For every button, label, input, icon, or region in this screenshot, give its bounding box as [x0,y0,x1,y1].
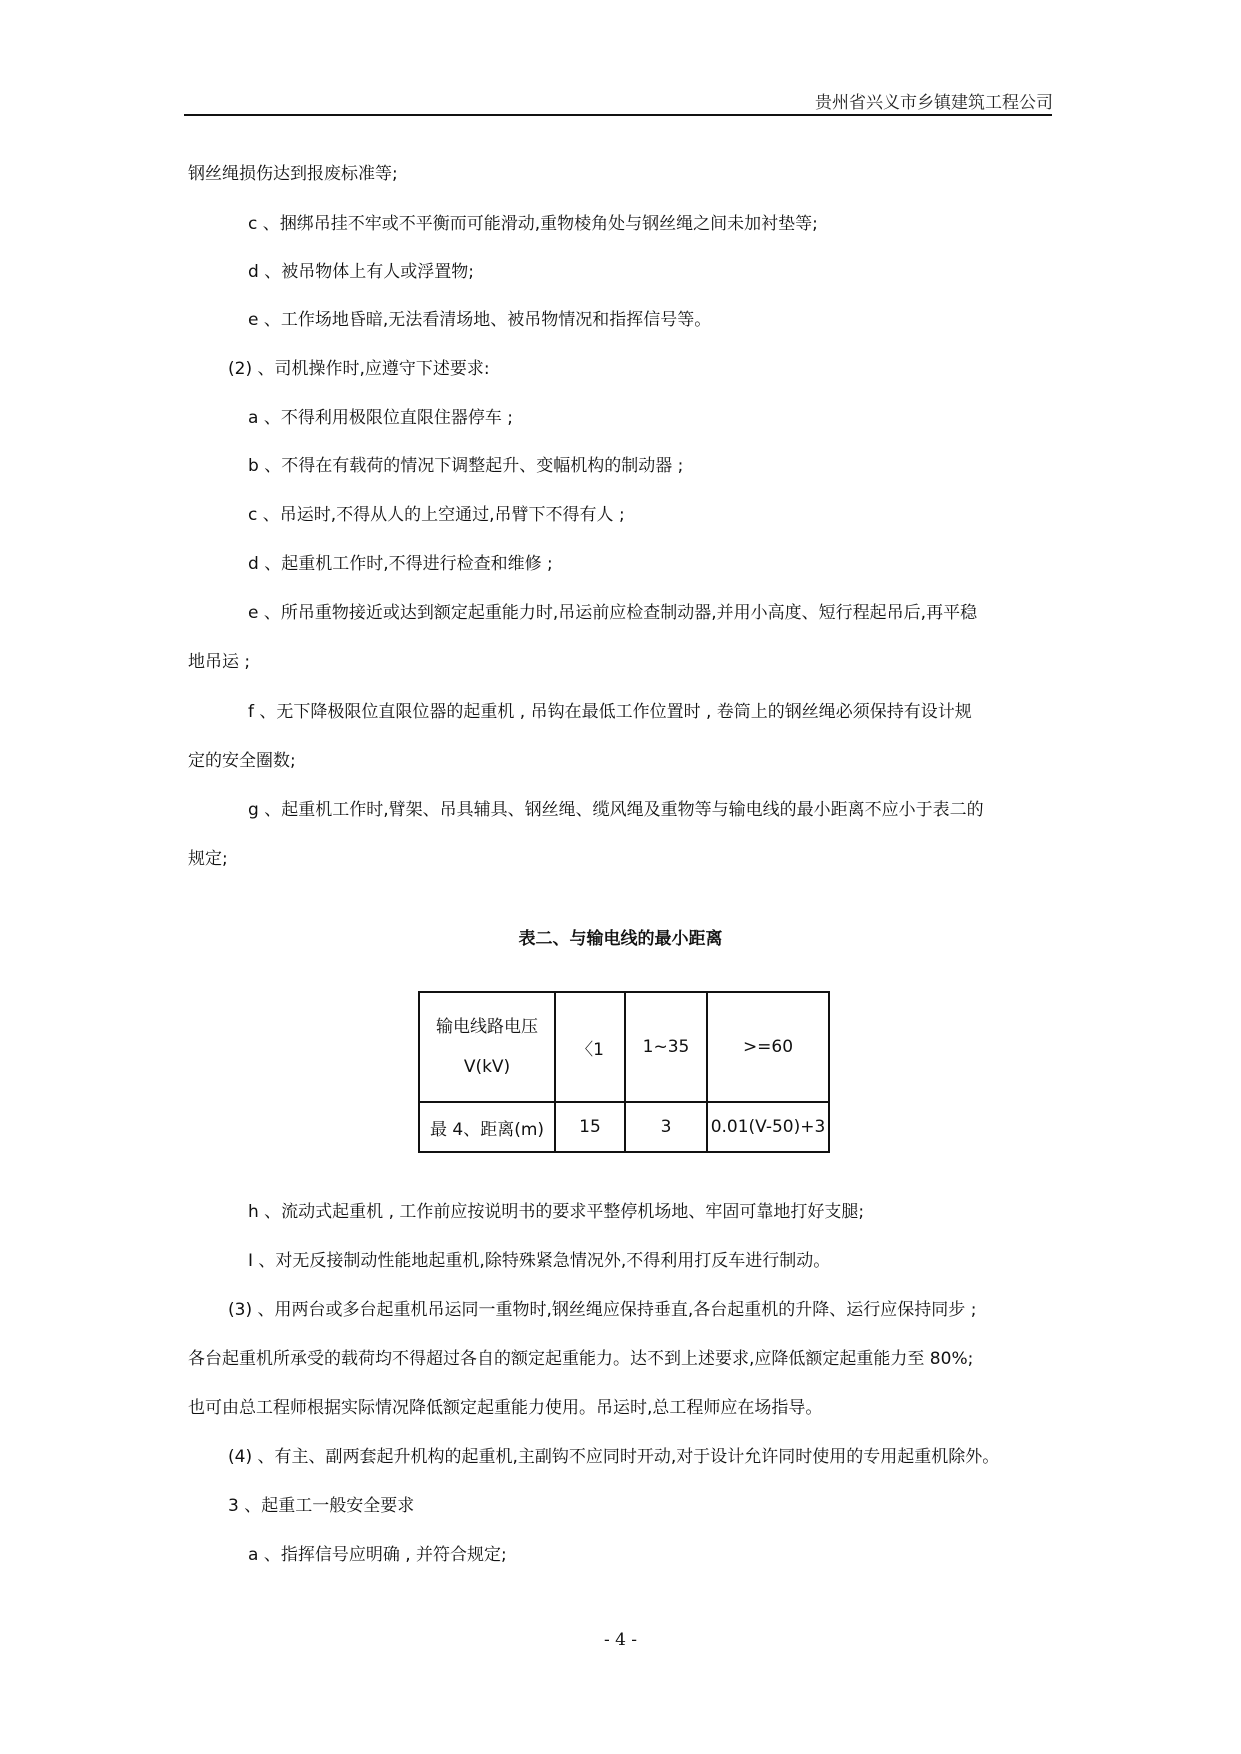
header-company-name: 贵州省兴义市乡镇建筑工程公司 [815,93,1053,113]
distance-label-cell: 最 4、距离(m) [419,1102,555,1152]
voltage-cell-1: 〈1 [555,992,625,1102]
distance-cell-2: 3 [625,1102,707,1152]
body-line: 各台起重机所承受的载荷均不得超过各自的额定起重能力。达不到上述要求,应降低额定起重能力至 80%; [188,1349,974,1369]
body-line: 钢丝绳损伤达到报废标准等; [188,164,398,184]
distance-cell-1: 15 [555,1102,625,1152]
body-line: c 、捆绑吊挂不牢或不平衡而可能滑动,重物棱角处与钢丝绳之间未加衬垫等; [248,214,818,234]
body-line: c 、吊运时,不得从人的上空通过,吊臂下不得有人 ; [248,505,625,525]
body-line: d 、被吊物体上有人或浮置物; [248,262,474,282]
table-caption: 表二、与输电线的最小距离 [518,929,723,949]
body-line: a 、指挥信号应明确 , 并符合规定; [248,1545,507,1565]
body-line: e 、所吊重物接近或达到额定起重能力时,吊运前应检查制动器,并用小高度、短行程起吊后,再平稳 [248,603,978,623]
table-header-row [419,992,829,1102]
voltage-label-line1: 输电线路电压 [436,1017,538,1037]
distance-cell-3: 0.01(V-50)+3 [707,1102,829,1152]
voltage-label-cell [419,992,555,1102]
body-line: (3) 、用两台或多台起重机吊运同一重物时,钢丝绳应保持垂直,各台起重机的升降、运行应保持同步 ; [228,1300,977,1320]
body-line: b 、不得在有载荷的情况下调整起升、变幅机构的制动器 ; [248,456,684,476]
body-line: g 、起重机工作时,臂架、吊具辅具、钢丝绳、缆风绳及重物等与输电线的最小距离不应小于表二的 [248,800,984,820]
body-line: d 、起重机工作时,不得进行检查和维修 ; [248,554,553,574]
body-line: 也可由总工程师根据实际情况降低额定起重能力使用。吊运时,总工程师应在场指导。 [188,1398,823,1418]
body-line: I 、对无反接制动性能地起重机,除特殊紧急情况外,不得利用打反车进行制动。 [248,1251,831,1271]
body-line: 地吊运 ; [188,652,251,672]
voltage-cell-3: >=60 [707,992,829,1102]
body-line: e 、工作场地昏暗,无法看清场地、被吊物情况和指挥信号等。 [248,310,712,330]
page-number: - 4 - [603,1630,638,1650]
voltage-label-line2: V(kV) [463,1057,511,1077]
body-line: 3 、起重工一般安全要求 [228,1496,415,1516]
body-line: h 、流动式起重机 , 工作前应按说明书的要求平整停机场地、牢固可靠地打好支腿; [248,1202,865,1222]
body-line: 规定; [188,849,228,869]
body-line: 定的安全圈数; [188,751,296,771]
voltage-cell-2: 1~35 [625,992,707,1102]
body-line: (4) 、有主、副两套起升机构的起重机,主副钩不应同时开动,对于设计允许同时使用的专用起重机除外。 [228,1447,1000,1467]
body-line: (2) 、司机操作时,应遵守下述要求: [228,359,490,379]
table-row [419,1102,829,1152]
header-rule [184,114,1052,116]
body-line: a 、不得利用极限位直限住器停车 ; [248,408,513,428]
body-line: f 、无下降极限位直限位器的起重机 , 吊钩在最低工作位置时 , 卷筒上的钢丝绳必须保持有设计规 [248,702,972,722]
distance-table [418,991,830,1153]
